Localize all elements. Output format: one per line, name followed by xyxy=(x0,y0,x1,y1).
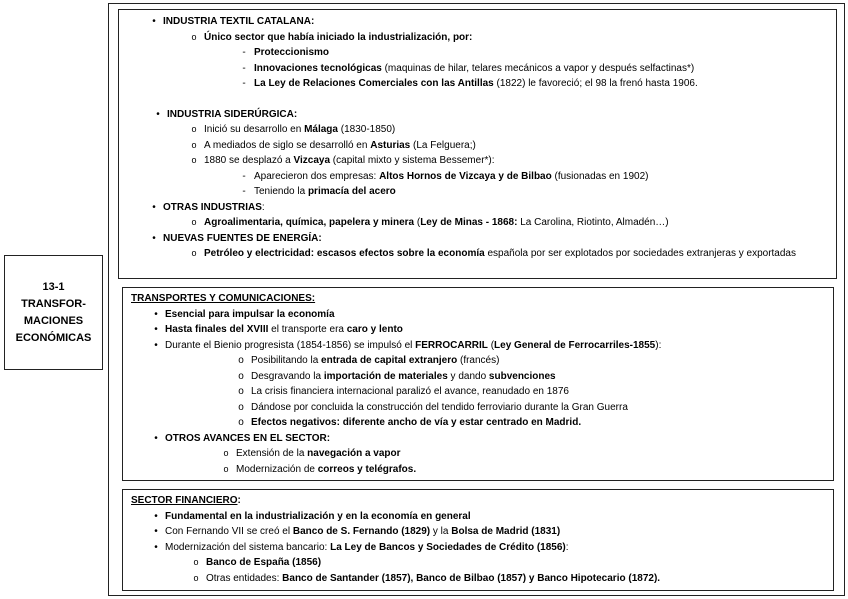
list-item: o A mediados de siglo se desarrolló en Asturias (La Felguera;) xyxy=(129,138,826,154)
topic-title-line-3: ECONÓMICAS xyxy=(15,331,92,344)
list-item: o Inició su desarrollo en Málaga (1830-1850) xyxy=(129,122,826,138)
circle-bullet-icon: o xyxy=(223,448,229,458)
bullet-icon: • xyxy=(154,308,158,320)
circle-bullet-icon: o xyxy=(238,401,244,413)
bullet-icon: • xyxy=(154,510,158,522)
list-item: • Hasta finales del XVIII el transporte era caro y lento xyxy=(131,322,825,338)
transportes-section xyxy=(122,287,834,481)
circle-bullet-icon: o xyxy=(238,386,244,397)
list-item: - Innovaciones tecnológicas (maquinas de hilar, telares mecánicos a vapor y después selfactinas*) xyxy=(129,61,826,77)
list-item: • OTRAS INDUSTRIAS: xyxy=(129,200,826,216)
topic-title-line-1: TRANSFOR- xyxy=(21,297,86,310)
section-heading: TRANSPORTES Y COMUNICACIONES: xyxy=(131,293,316,304)
list-item: • INDUSTRIA SIDERÚRGICA: xyxy=(129,107,826,123)
list-item: o Banco de España (1856) xyxy=(131,555,825,571)
bullet-icon: • xyxy=(152,201,156,213)
bullet-icon: • xyxy=(154,339,158,351)
bullet-icon: • xyxy=(152,232,156,244)
circle-bullet-icon: o xyxy=(191,139,197,150)
bullet-icon: • xyxy=(154,324,158,335)
list-item: o 1880 se desplazó a Vizcaya (capital mixto y sistema Bessemer*): xyxy=(129,153,826,169)
list-item: o Efectos negativos: diferente ancho de vía y estar centrado en Madrid. xyxy=(131,415,825,431)
list-item: • NUEVAS FUENTES DE ENERGÍA: xyxy=(129,231,826,247)
bullet-icon: • xyxy=(154,526,158,537)
circle-bullet-icon: o xyxy=(223,463,229,474)
financiero-section xyxy=(122,489,834,591)
list-item: o Agroalimentaria, química, papelera y minera (Ley de Minas - 1868: La Carolina, Riotinto, Almadén…) xyxy=(129,215,826,231)
topic-title-line-2: MACIONES xyxy=(23,314,84,327)
dash-bullet-icon: - xyxy=(242,170,246,182)
dash-bullet-icon: - xyxy=(242,186,246,197)
bullet-icon: • xyxy=(154,541,158,553)
circle-bullet-icon: o xyxy=(238,370,244,382)
list-item: o Modernización de correos y telégrafos. xyxy=(131,462,825,478)
list-item: • Esencial para impulsar la economía xyxy=(131,307,825,323)
list-item: • Durante el Bienio progresista (1854-1856) se impulsó el FERROCARRIL (Ley General de Ferrocarriles-1855): xyxy=(131,338,825,354)
bullet-icon: • xyxy=(152,16,156,27)
circle-bullet-icon: o xyxy=(191,217,197,227)
circle-bullet-icon: o xyxy=(191,155,197,165)
circle-bullet-icon: o xyxy=(193,572,199,583)
topic-number: 13-1 xyxy=(42,280,65,293)
section-heading: SECTOR FINANCIERO : xyxy=(131,495,241,506)
list-item: • INDUSTRIA TEXTIL CATALANA: xyxy=(129,14,826,30)
list-item: • Con Fernando VII se creó el Banco de S. Fernando (1829) y la Bolsa de Madrid (1831) xyxy=(131,524,825,540)
circle-bullet-icon: o xyxy=(238,355,244,366)
circle-bullet-icon: o xyxy=(191,248,197,258)
circle-bullet-icon: o xyxy=(238,417,244,428)
list-item: • Modernización del sistema bancario: La Ley de Bancos y Sociedades de Crédito (1856): xyxy=(131,540,825,556)
list-item: o Petróleo y electricidad: escasos efectos sobre la economía española por ser explotados por sociedades extranjeras y exportadas xyxy=(129,246,826,262)
list-item: o Extensión de la navegación a vapor xyxy=(131,446,825,462)
list-item: o Único sector que había iniciado la industrialización, por: xyxy=(129,30,826,46)
dash-bullet-icon: - xyxy=(242,47,246,58)
dash-bullet-icon: - xyxy=(242,62,246,74)
list-item: - Proteccionismo xyxy=(129,45,826,61)
list-item: o Dándose por concluida la construcción del tendido ferroviario durante la Gran Guerra xyxy=(131,400,825,416)
list-item: o La crisis financiera internacional paralizó el avance, reanudado en 1876 xyxy=(131,384,825,400)
dash-bullet-icon: - xyxy=(242,78,246,89)
bullet-icon: • xyxy=(154,432,158,444)
industria-section xyxy=(118,9,837,279)
circle-bullet-icon: o xyxy=(193,557,199,567)
list-item: • Fundamental en la industrialización y en la economía en general xyxy=(131,509,825,525)
circle-bullet-icon: o xyxy=(191,31,197,42)
bullet-icon: • xyxy=(156,108,160,120)
list-item: o Desgravando la importación de materiales y dando subvenciones xyxy=(131,369,825,385)
list-item: - La Ley de Relaciones Comerciales con las Antillas (1822) le favoreció; el 98 la frenó hasta 1906. xyxy=(129,76,826,92)
list-item: o Posibilitando la entrada de capital extranjero (francés) xyxy=(131,353,825,369)
list-item: - Aparecieron dos empresas: Altos Hornos de Vizcaya y de Bilbao (fusionadas en 1902) xyxy=(129,169,826,185)
list-item: • OTROS AVANCES EN EL SECTOR: xyxy=(131,431,825,447)
list-item: o Otras entidades: Banco de Santander (1857), Banco de Bilbao (1857) y Banco Hipotecario (1872). xyxy=(131,571,825,587)
list-item: - Teniendo la primacía del acero xyxy=(129,184,826,200)
topic-label-box xyxy=(4,255,103,370)
circle-bullet-icon: o xyxy=(191,124,197,134)
